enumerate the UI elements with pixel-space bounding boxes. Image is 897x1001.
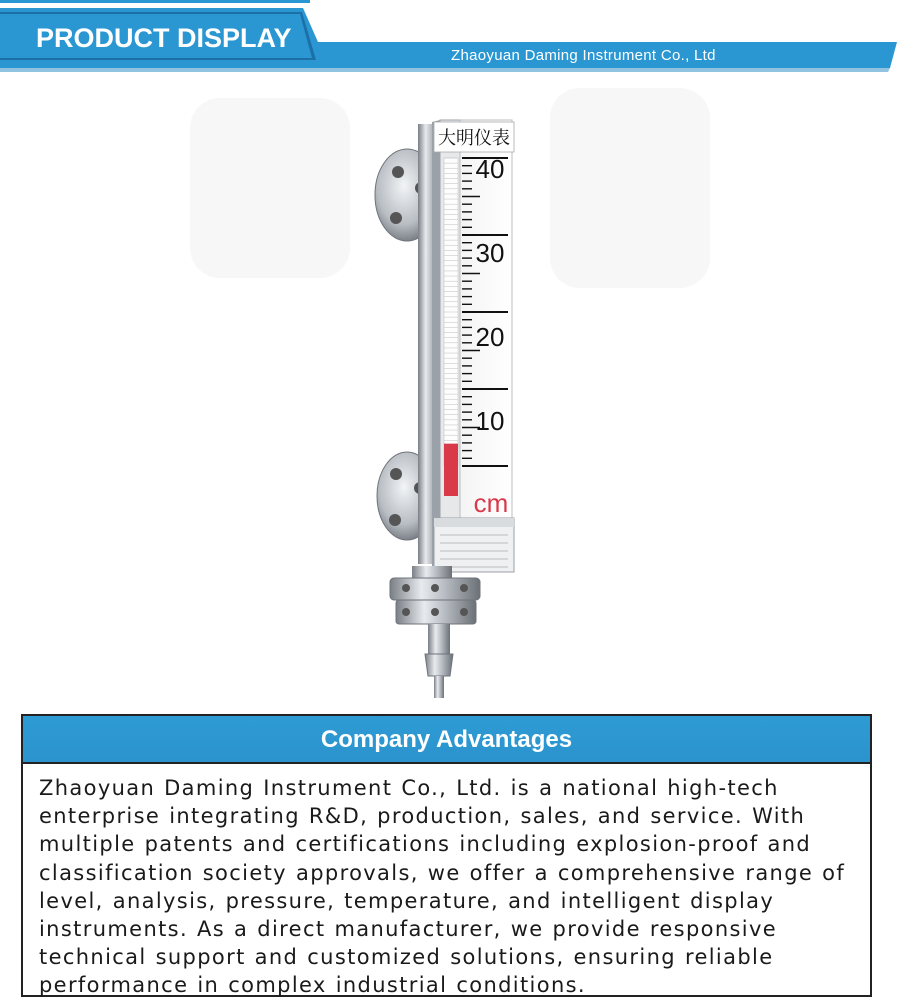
brand-plate: 大明仪表 bbox=[438, 128, 510, 149]
scale-20: 20 bbox=[475, 322, 505, 352]
level-indicator-red bbox=[444, 444, 458, 496]
scale-40: 40 bbox=[475, 154, 505, 184]
advantages-title-bar bbox=[23, 716, 870, 764]
header-banner bbox=[0, 0, 897, 78]
advantages-text: Zhaoyuan Daming Instrument Co., Ltd. is a national high-tech enterprise integrating R&D, production, sales, and service. With multiple patents and certifications including explosion-proof and classification society approvals, we offer a comprehensive range of level, analysis, pressure, temperature, and intelligent display instruments. As a direct manufacturer, we provide responsive technical support and customized solutions, ensuring reliable performance in complex industrial conditions. bbox=[39, 776, 846, 998]
scale-10: 10 bbox=[475, 406, 505, 436]
product-image bbox=[150, 78, 750, 708]
scale-30: 30 bbox=[475, 238, 505, 268]
page-title: PRODUCT DISPLAY bbox=[36, 23, 292, 53]
unit-label: cm bbox=[473, 488, 509, 518]
level-gauge-illustration bbox=[150, 78, 750, 708]
company-advantages-panel bbox=[21, 714, 872, 997]
drain-assembly bbox=[390, 566, 480, 698]
advantages-title: Company Advantages bbox=[320, 726, 573, 753]
company-name: Zhaoyuan Daming Instrument Co., Ltd bbox=[451, 47, 716, 64]
